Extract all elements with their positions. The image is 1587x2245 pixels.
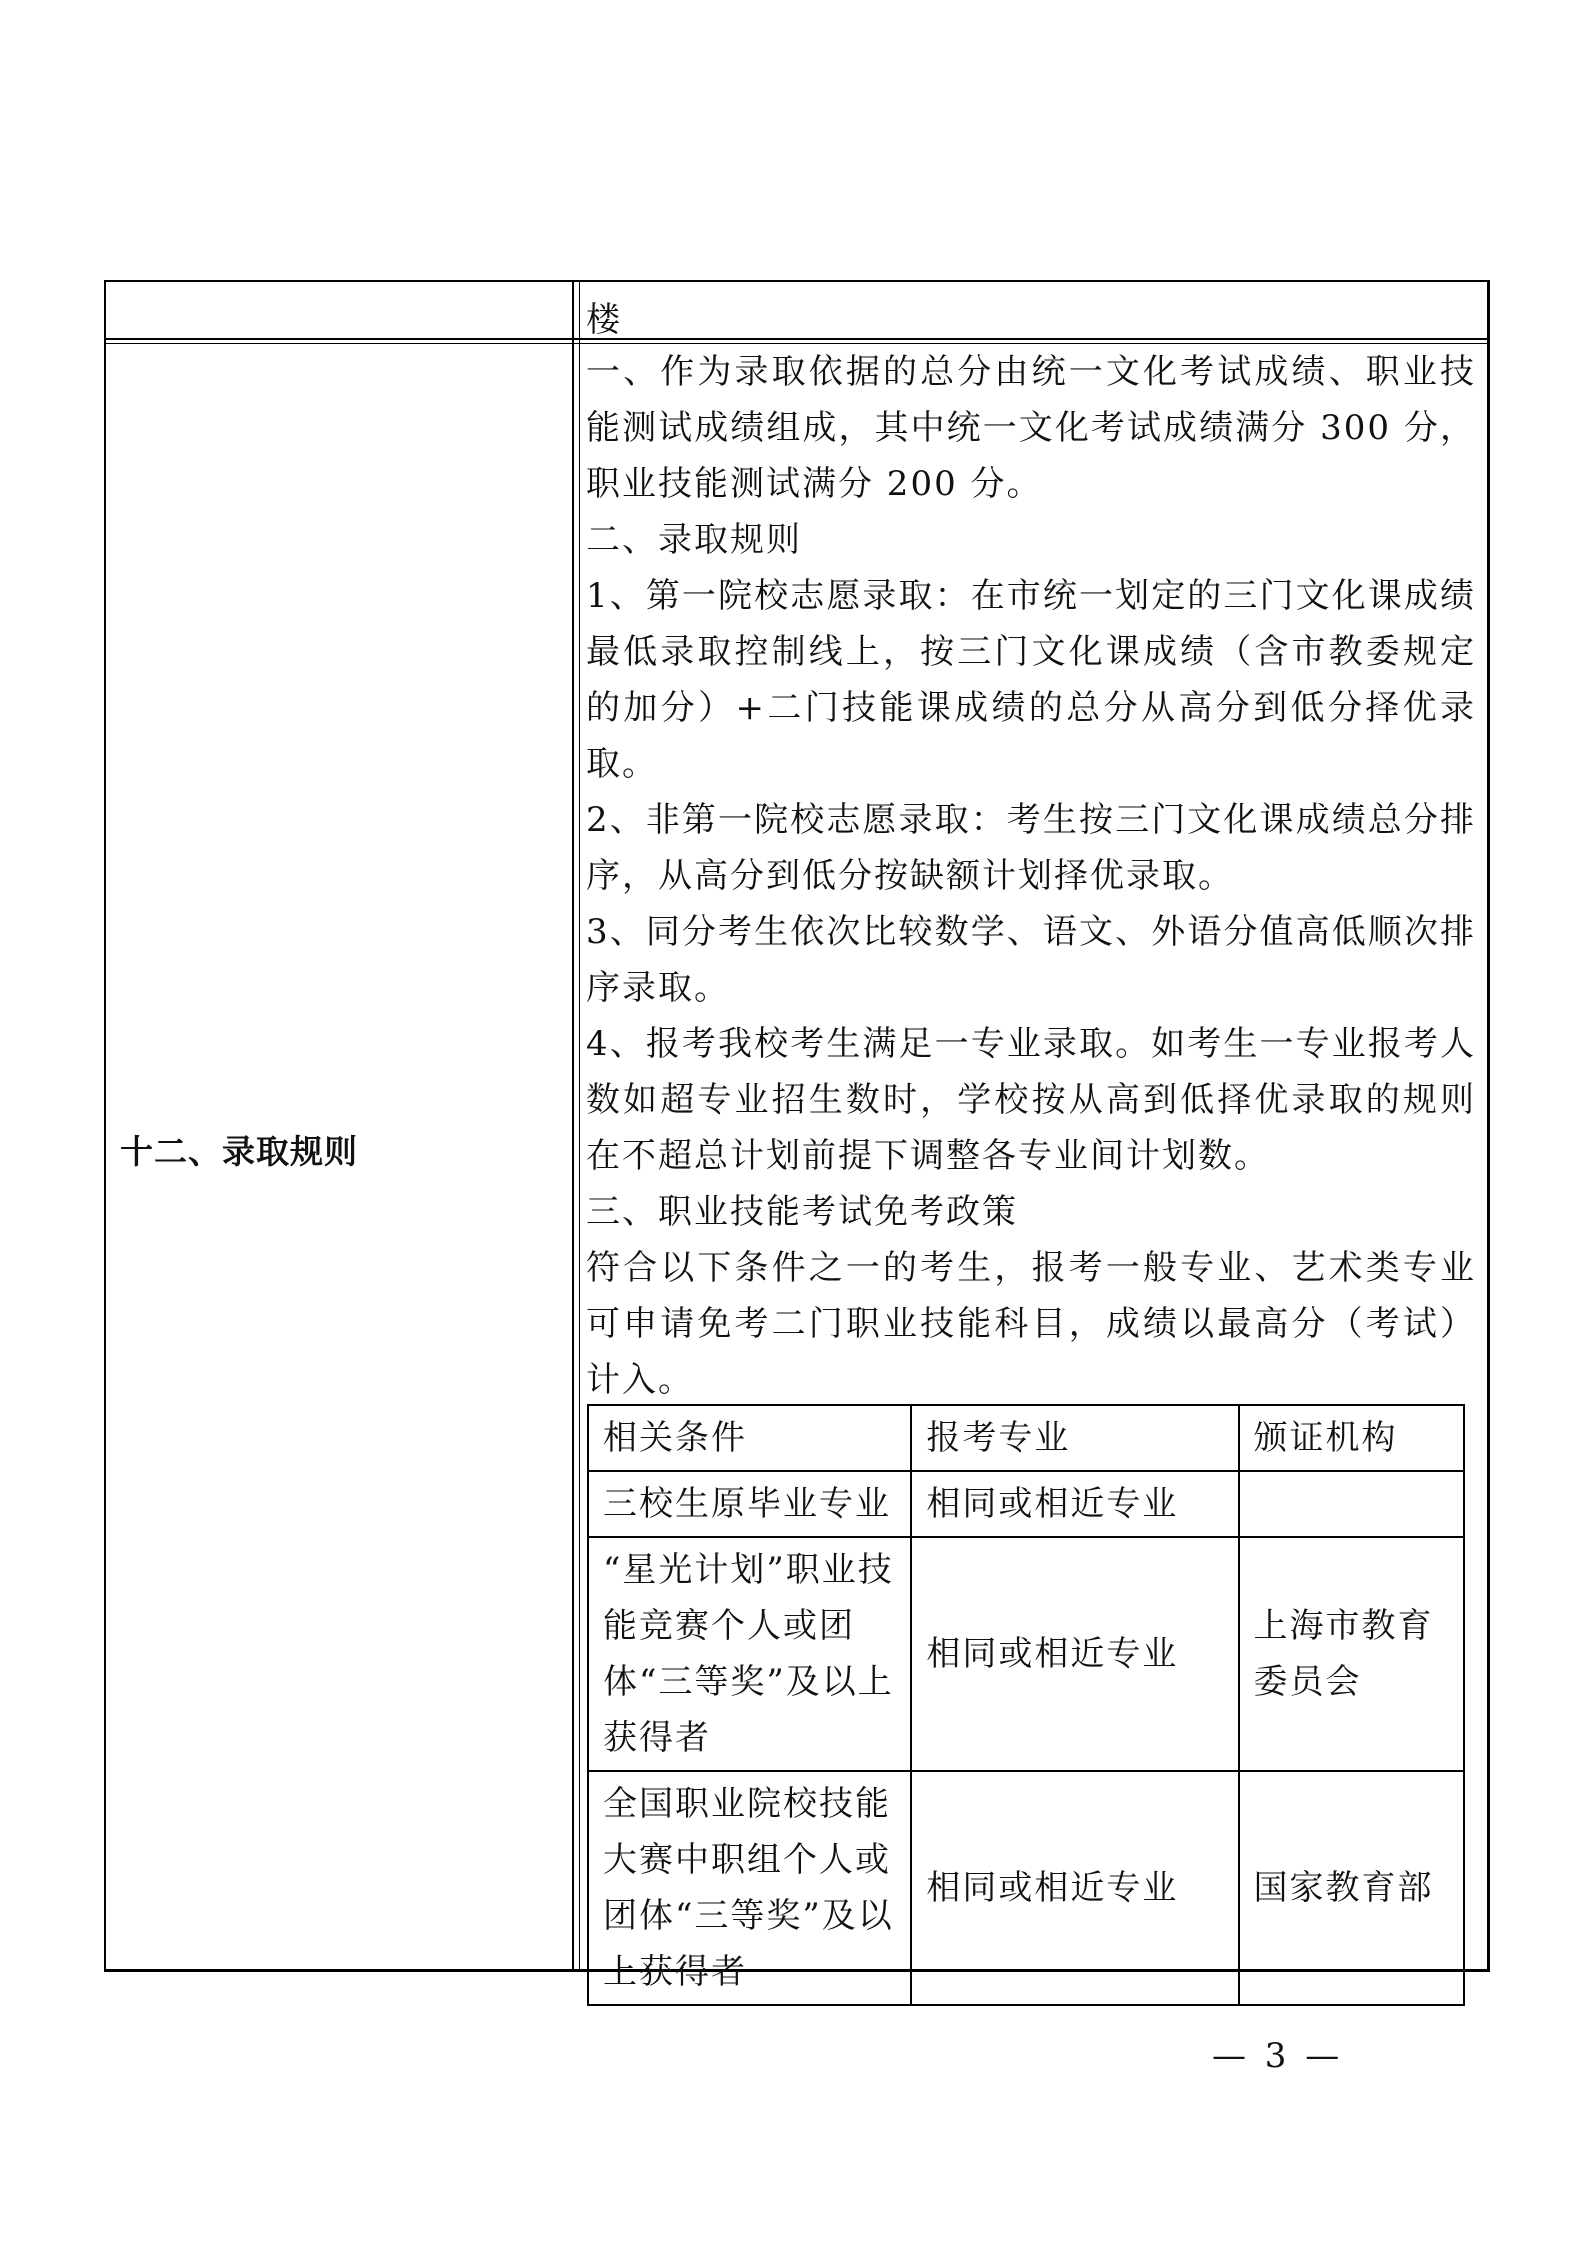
table-row xyxy=(588,1471,1464,1537)
table-header-row xyxy=(588,1405,1464,1471)
paragraph: 一、作为录取依据的总分由统一文化考试成绩、职业技能测试成绩组成，其中统一文化考试成绩满分 300 分，职业技能测试满分 200 分。 xyxy=(586,352,1476,504)
table-cell: 全国职业院校技能大赛中职组个人或团体“三等奖”及以上获得者 xyxy=(588,1771,911,2005)
paragraph: 1、第一院校志愿录取：在市统一划定的三门文化课成绩最低录取控制线上，按三门文化课成绩（含市教委规定的加分）+二门技能课成绩的总分从高分到低分择优录取。 xyxy=(586,576,1476,784)
table-cell: 三校生原毕业专业 xyxy=(588,1471,911,1537)
table-cell: 上海市教育委员会 xyxy=(1239,1537,1465,1771)
paragraph: 符合以下条件之一的考生，报考一般专业、艺术类专业可申请免考二门职业技能科目，成绩以最高分（考试）计入。 xyxy=(586,1248,1476,1400)
paragraph: 4、报考我校考生满足一专业录取。如考生一专业报考人数如超专业招生数时，学校按从高到低择优录取的规则在不超总计划前提下调整各专业间计划数。 xyxy=(586,1024,1476,1176)
header-cell: 报考专业 xyxy=(911,1405,1238,1471)
exemption-table xyxy=(587,1404,1465,2006)
section-label: 十二、录取规则 xyxy=(120,1132,358,1171)
admission-rules-text xyxy=(586,344,1476,1408)
table-row xyxy=(588,1537,1464,1771)
column-divider xyxy=(572,282,574,1969)
paragraph: 二、录取规则 xyxy=(586,520,802,560)
paragraph: 2、非第一院校志愿录取：考生按三门文化课成绩总分排序，从高分到低分按缺额计划择优录取。 xyxy=(586,800,1476,896)
table-cell: 相同或相近专业 xyxy=(911,1471,1238,1537)
table-cell xyxy=(1239,1471,1465,1537)
page-number: — 3 — xyxy=(1212,2036,1344,2076)
paragraph: 三、职业技能考试免考政策 xyxy=(586,1192,1018,1232)
table-cell: 相同或相近专业 xyxy=(911,1771,1238,2005)
table-cell: 国家教育部 xyxy=(1239,1771,1465,2005)
header-cell: 颁证机构 xyxy=(1239,1405,1465,1471)
table-cell: 相同或相近专业 xyxy=(911,1537,1238,1771)
table-cell: “星光计划”职业技能竞赛个人或团体“三等奖”及以上获得者 xyxy=(588,1537,911,1771)
table-row xyxy=(588,1771,1464,2005)
top-row-content: 楼 xyxy=(586,300,620,340)
column-divider-inner xyxy=(579,282,580,1969)
header-cell: 相关条件 xyxy=(588,1405,911,1471)
row-divider xyxy=(106,338,1487,340)
paragraph: 3、同分考生依次比较数学、语文、外语分值高低顺次排序录取。 xyxy=(586,912,1476,1008)
